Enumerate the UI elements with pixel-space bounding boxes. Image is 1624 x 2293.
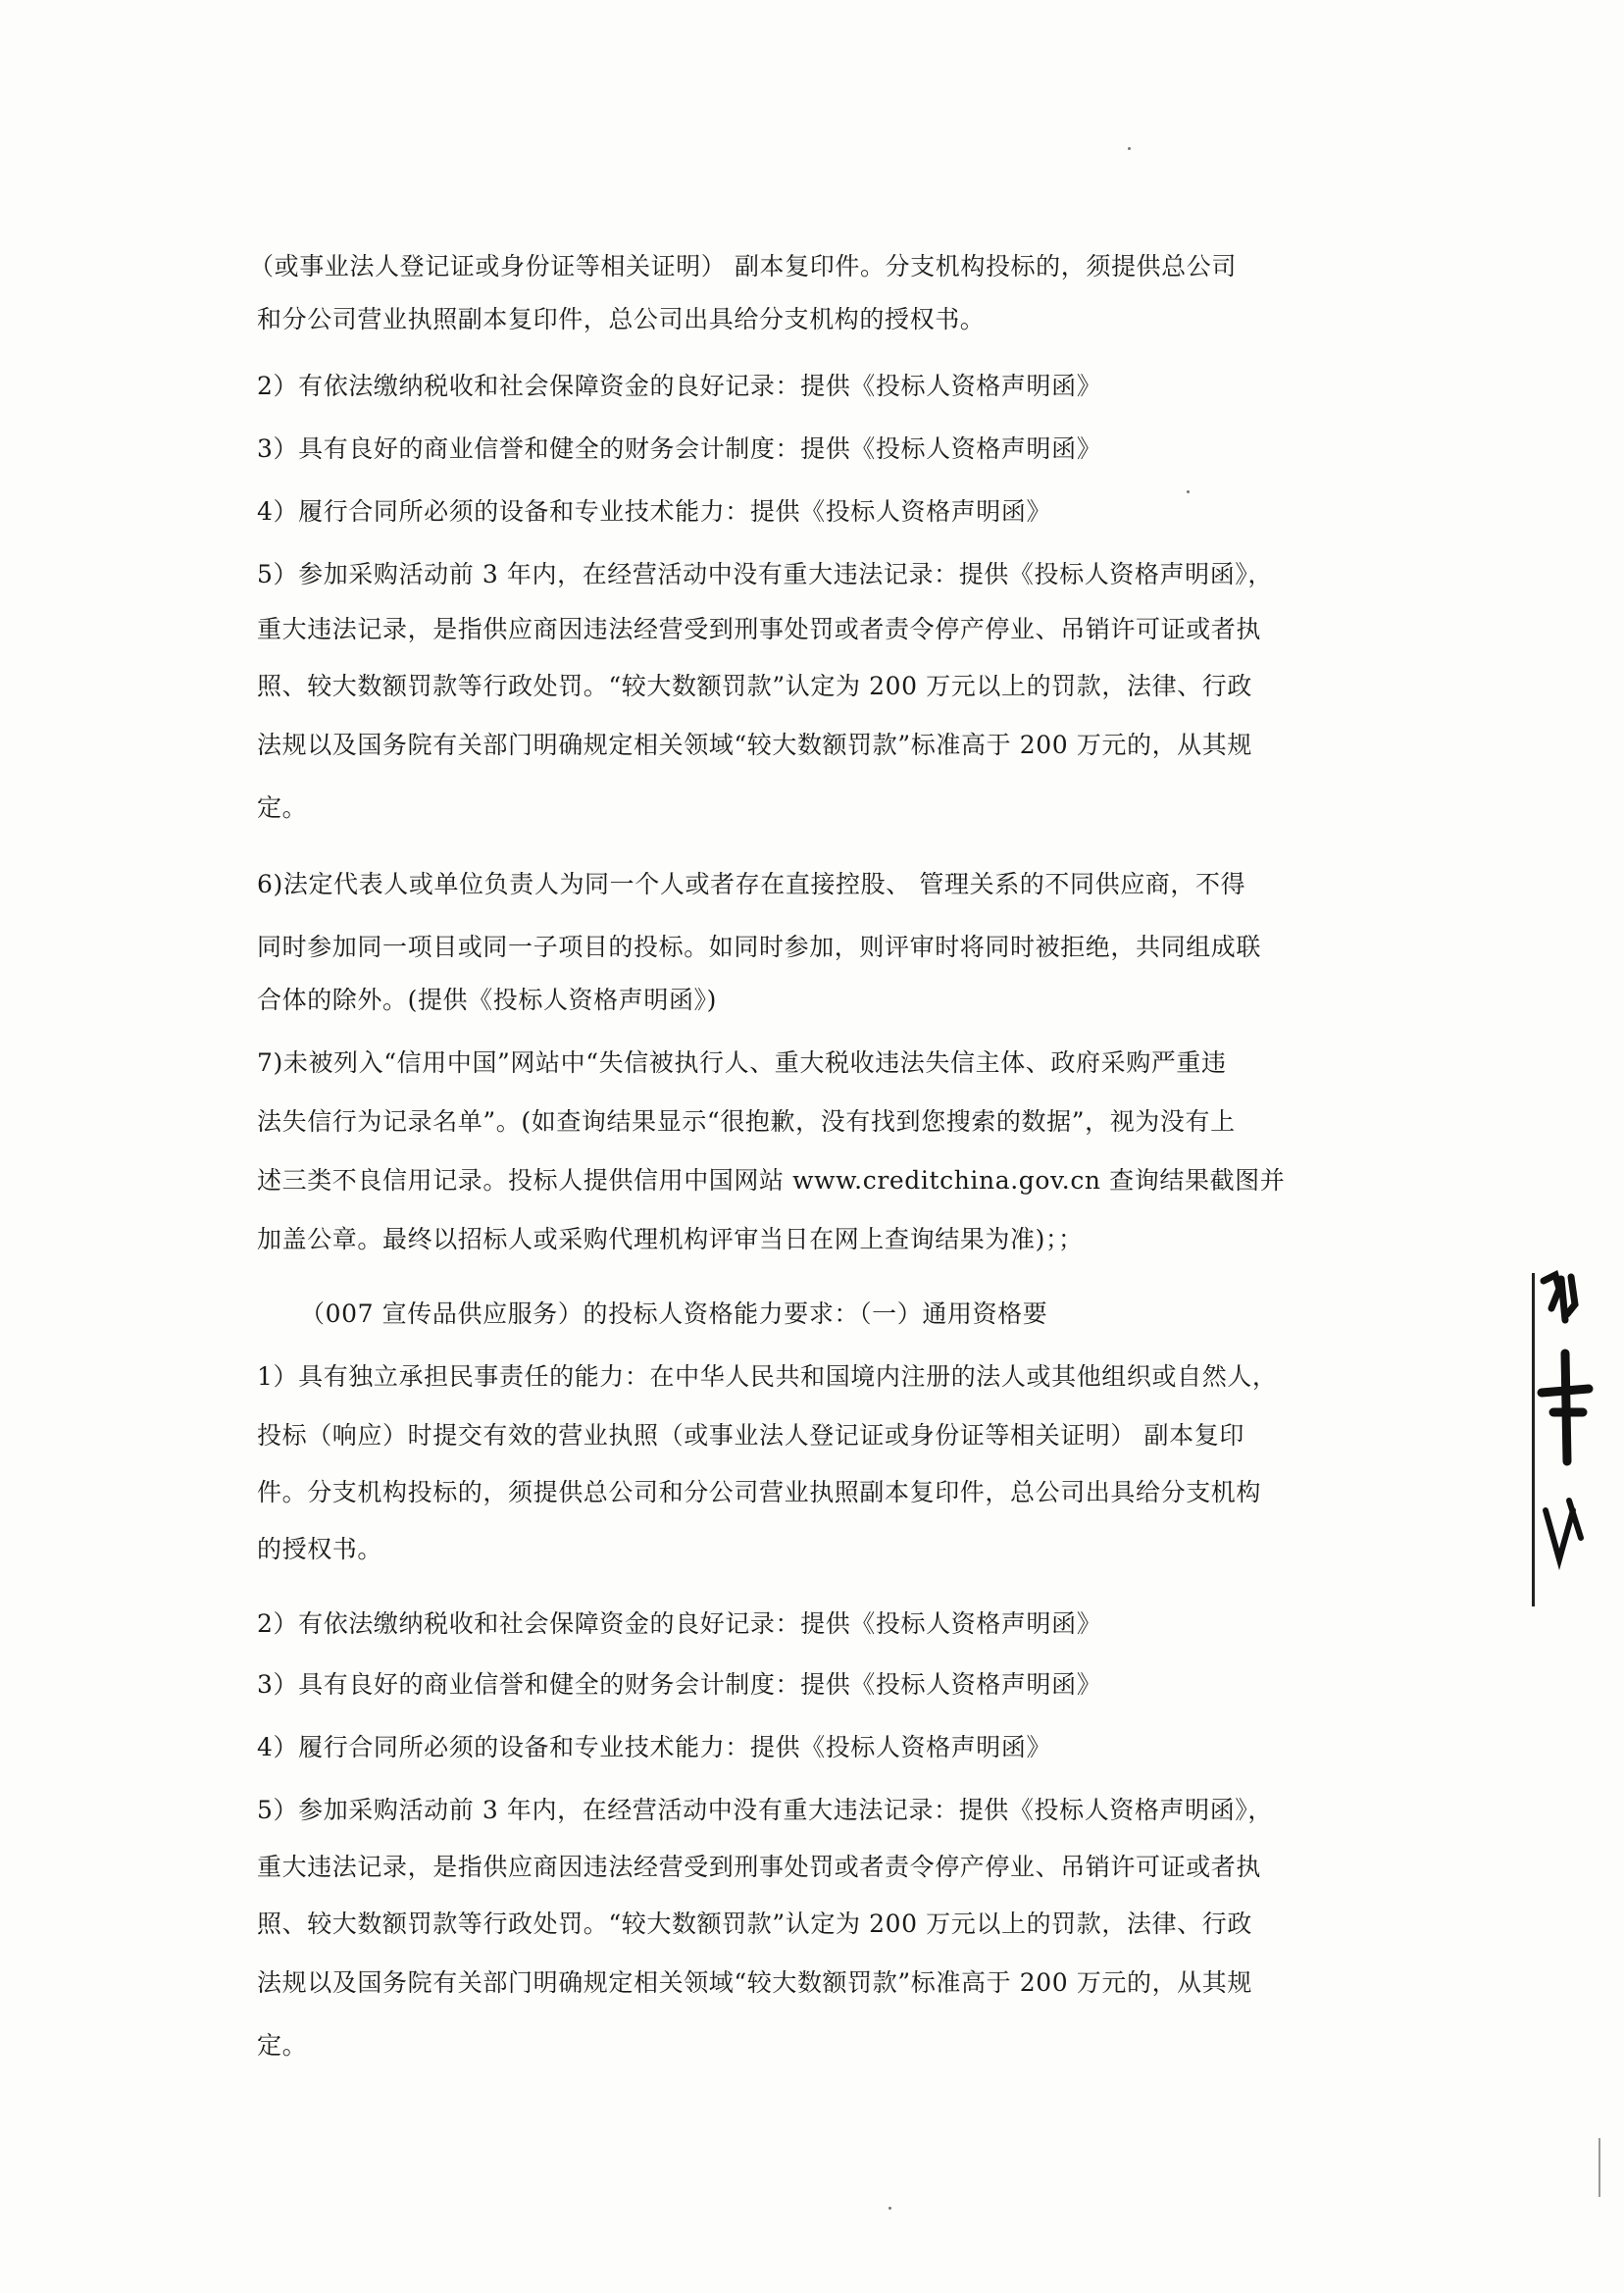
text-line: （007 宣传品供应服务）的投标人资格能力要求：（一）通用资格要 xyxy=(300,1299,1048,1328)
text-line: （或事业法人登记证或身份证等相关证明） 副本复印件。分支机构投标的，须提供总公司 xyxy=(249,252,1237,280)
text-line: 4）履行合同所必须的设备和专业技术能力：提供《投标人资格声明函》 xyxy=(257,1733,1052,1761)
text-line: 7)未被列入“信用中国”网站中“失信被执行人、重大税收违法失信主体、政府采购严重违 xyxy=(257,1048,1227,1077)
text-line: 5）参加采购活动前 3 年内，在经营活动中没有重大违法记录：提供《投标人资格声明函》， xyxy=(257,560,1274,588)
text-line: 的授权书。 xyxy=(257,1535,383,1563)
scan-speck xyxy=(888,2207,891,2210)
text-line: 合体的除外。(提供《投标人资格声明函》) xyxy=(257,986,718,1014)
text-line: 2）有依法缴纳税收和社会保障资金的良好记录：提供《投标人资格声明函》 xyxy=(257,372,1102,400)
text-line: 重大违法记录，是指供应商因违法经营受到刑事处罚或者责令停产停业、吊销许可证或者执 xyxy=(257,1853,1262,1881)
text-line: 重大违法记录，是指供应商因违法经营受到刑事处罚或者责令停产停业、吊销许可证或者执 xyxy=(257,615,1262,643)
text-line: 3）具有良好的商业信誉和健全的财务会计制度：提供《投标人资格声明函》 xyxy=(257,434,1102,463)
text-line: 定。 xyxy=(257,2031,308,2060)
text-line: 同时参加同一项目或同一子项目的投标。如同时参加，则评审时将同时被拒绝，共同组成联 xyxy=(257,933,1262,961)
text-line: 5）参加采购活动前 3 年内，在经营活动中没有重大违法记录：提供《投标人资格声明函》， xyxy=(257,1796,1274,1824)
text-line: 和分公司营业执照副本复印件，总公司出具给分支机构的授权书。 xyxy=(257,305,986,333)
text-line: 定。 xyxy=(257,793,308,822)
text-line: 法规以及国务院有关部门明确规定相关领域“较大数额罚款”标准高于 200 万元的，从其规 xyxy=(257,731,1252,759)
text-line: 照、较大数额罚款等行政处罚。“较大数额罚款”认定为 200 万元以上的罚款，法律、行政 xyxy=(257,672,1252,700)
text-line: 3）具有良好的商业信誉和健全的财务会计制度：提供《投标人资格声明函》 xyxy=(257,1670,1102,1699)
text-line: 述三类不良信用记录。投标人提供信用中国网站 www.creditchina.gov.cn 查询结果截图并 xyxy=(257,1166,1286,1195)
text-line: 件。分支机构投标的，须提供总公司和分公司营业执照副本复印件，总公司出具给分支机构 xyxy=(257,1478,1262,1506)
text-line: 法规以及国务院有关部门明确规定相关领域“较大数额罚款”标准高于 200 万元的，从其规 xyxy=(257,1968,1252,1997)
partial-seal-stamp xyxy=(1526,1265,1595,1618)
text-line: 1）具有独立承担民事责任的能力：在中华人民共和国境内注册的法人或其他组织或自然人， xyxy=(257,1362,1278,1391)
scan-speck xyxy=(1128,147,1131,150)
text-line: 照、较大数额罚款等行政处罚。“较大数额罚款”认定为 200 万元以上的罚款，法律、行政 xyxy=(257,1910,1252,1938)
text-line: 4）履行合同所必须的设备和专业技术能力：提供《投标人资格声明函》 xyxy=(257,497,1052,526)
text-line: 法失信行为记录名单”。(如查询结果显示“很抱歉，没有找到您搜索的数据”，视为没有上 xyxy=(257,1107,1236,1136)
text-line: 2）有依法缴纳税收和社会保障资金的良好记录：提供《投标人资格声明函》 xyxy=(257,1609,1102,1638)
scan-edge-line xyxy=(1599,2138,1600,2197)
text-line: 加盖公章。最终以招标人或采购代理机构评审当日在网上查询结果为准)；； xyxy=(257,1225,1084,1253)
text-line: 6)法定代表人或单位负责人为同一个人或者存在直接控股、 管理关系的不同供应商，不得 xyxy=(257,870,1246,898)
text-line: 投标（响应）时提交有效的营业执照（或事业法人登记证或身份证等相关证明） 副本复印 xyxy=(257,1421,1244,1450)
scan-speck xyxy=(1187,490,1190,493)
